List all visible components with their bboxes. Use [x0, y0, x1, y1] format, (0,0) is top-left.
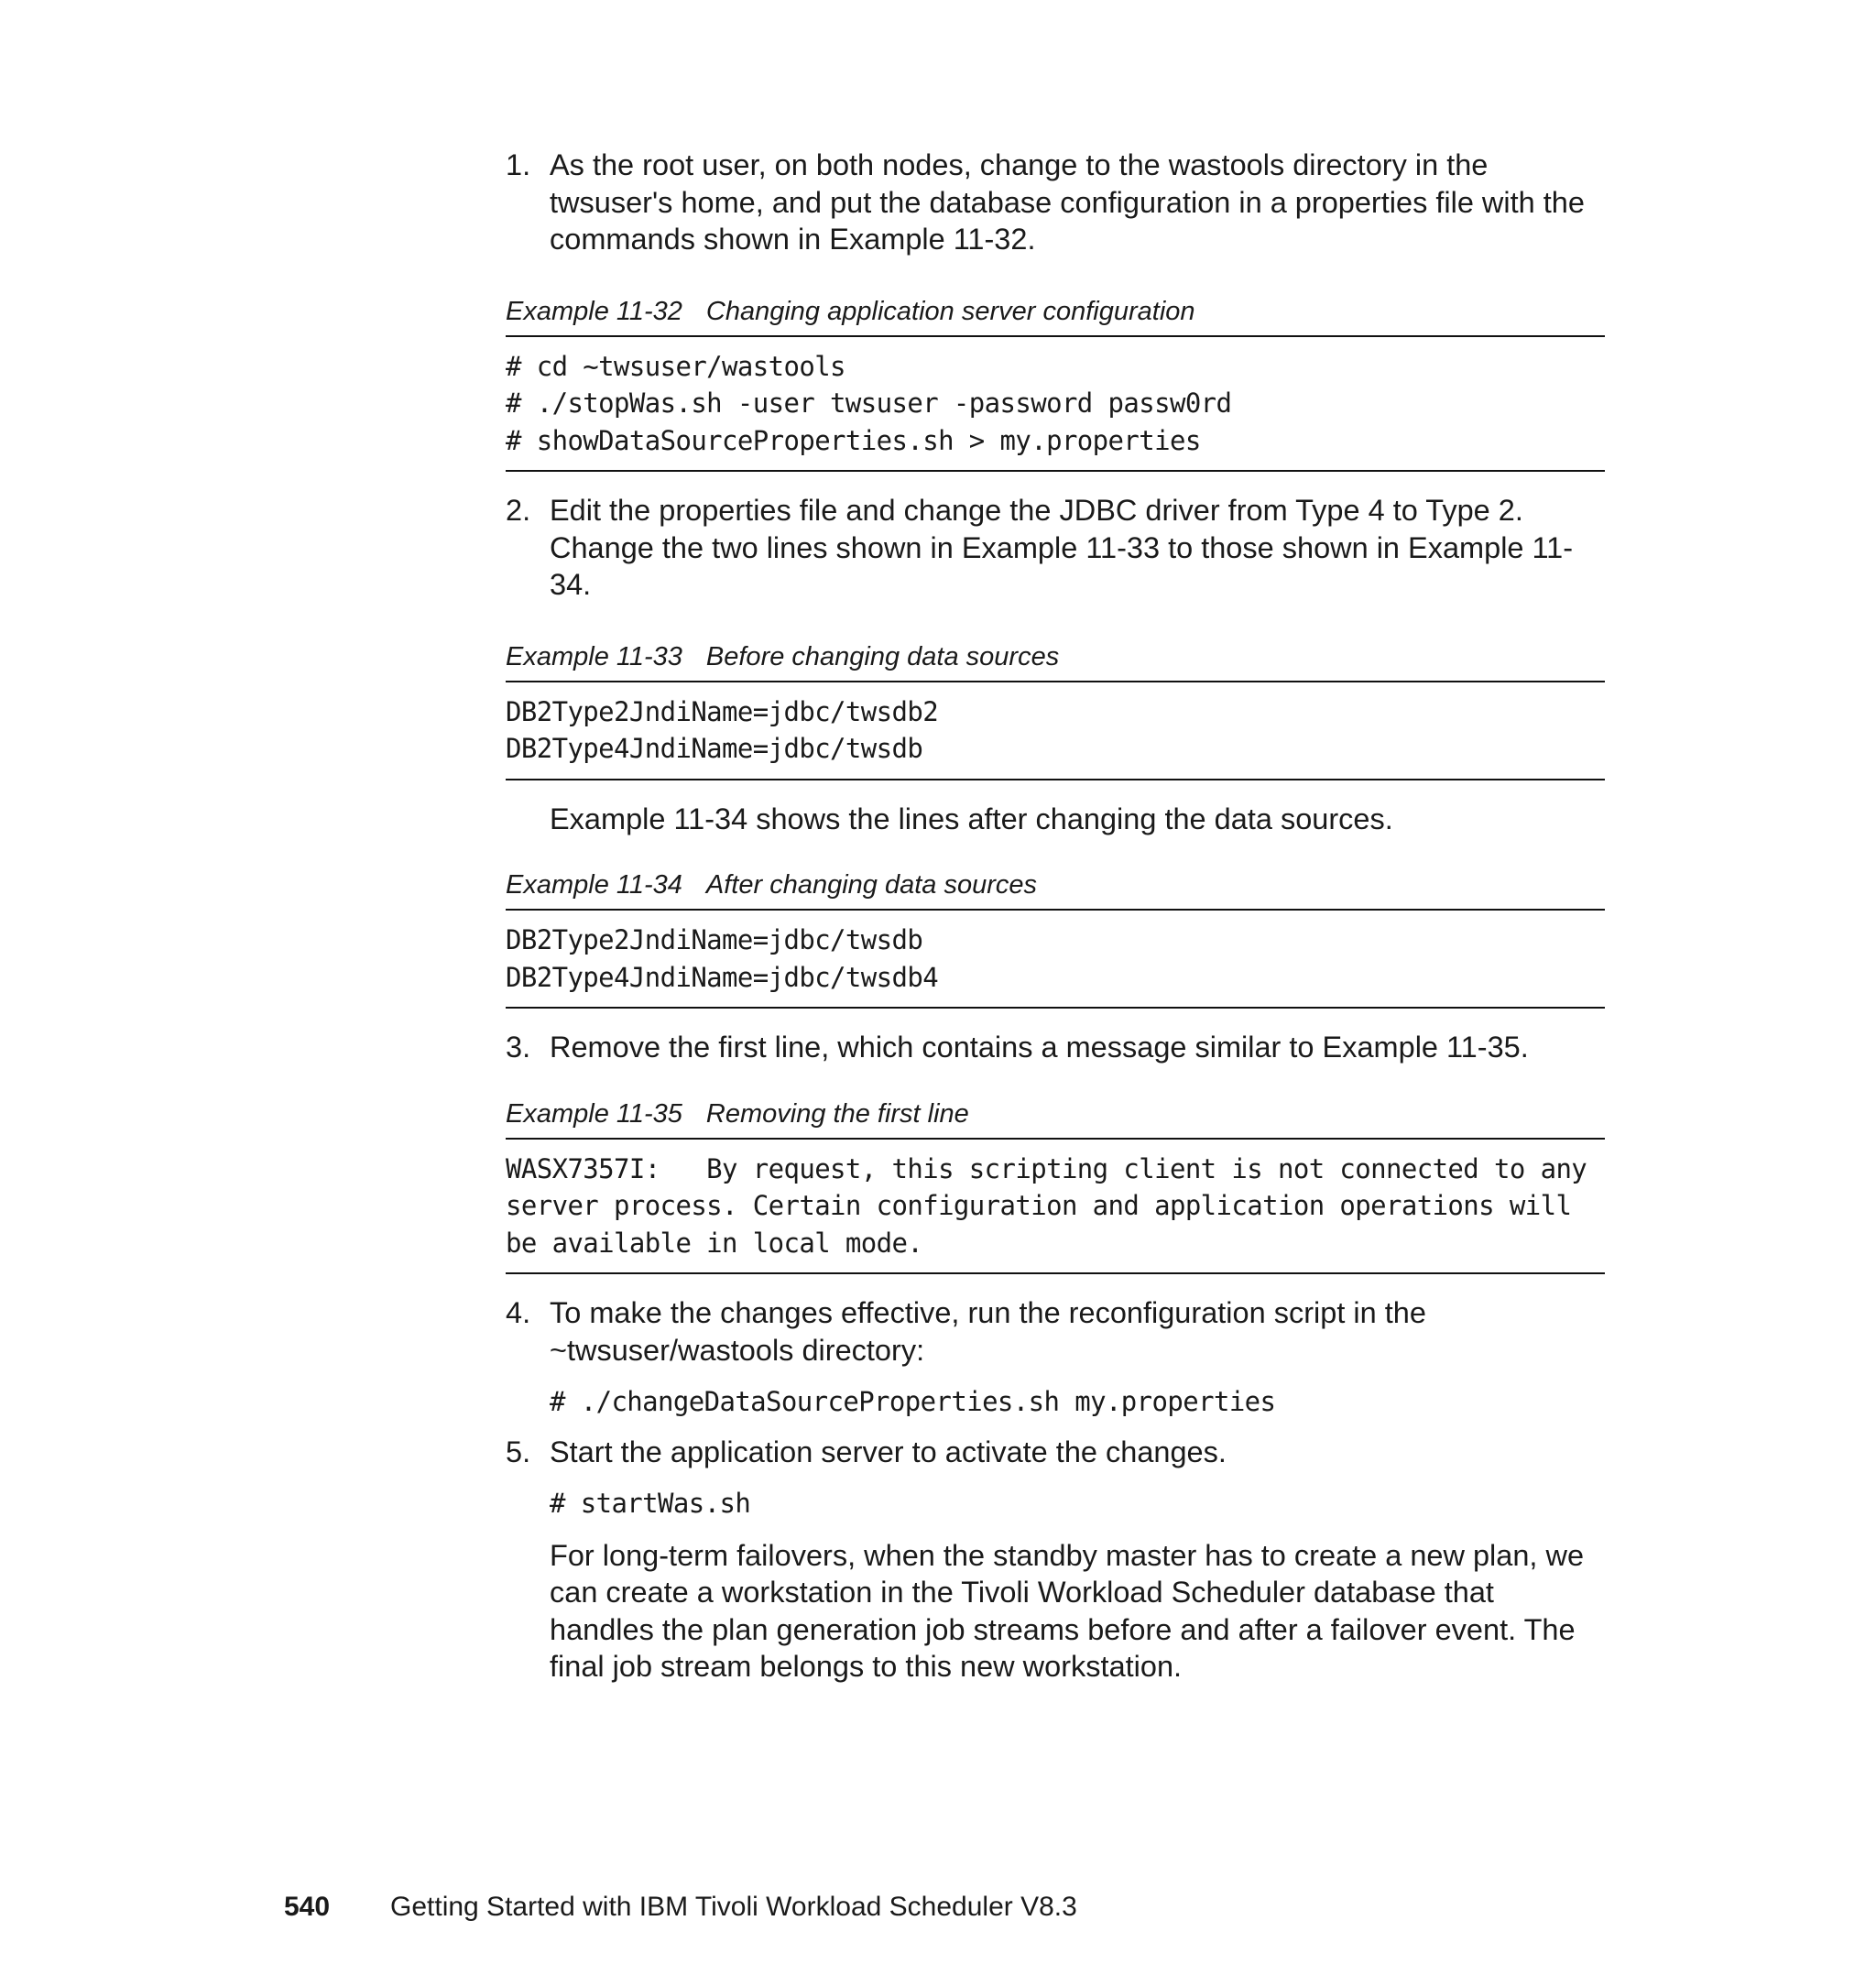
- example-11-34-code: [506, 909, 1605, 1009]
- step-2-text: Edit the properties file and change the JDBC driver from Type 4 to Type 2. Change the two lines shown in Example 11-33 to those shown in Example 11-34.: [550, 494, 1574, 601]
- step-4: [506, 1294, 1605, 1369]
- example-11-32-caption: [506, 295, 1605, 328]
- code-line: DB2Type2JndiName=jdbc/twsdb: [506, 924, 923, 955]
- step-5-text: Start the application server to activate the changes.: [550, 1435, 1227, 1468]
- code-line: DB2Type4JndiName=jdbc/twsdb4: [506, 961, 939, 993]
- code-line: DB2Type2JndiName=jdbc/twsdb2: [506, 695, 939, 727]
- example-11-35-code: [506, 1138, 1605, 1275]
- example-11-35-label: Example 11-35: [506, 1098, 682, 1129]
- code-line: be available in local mode.: [506, 1227, 923, 1259]
- page-content: [506, 147, 1605, 1686]
- book-title: Getting Started with IBM Tivoli Workload Scheduler V8.3: [390, 1892, 1077, 1922]
- step-1: [506, 147, 1605, 258]
- page-number: 540: [284, 1892, 331, 1922]
- code-line: # cd ~twsuser/wastools: [506, 350, 845, 382]
- code-line: # ./stopWas.sh -user twsuser -password passw0rd: [506, 387, 1232, 419]
- example-11-33-caption: [506, 640, 1605, 673]
- step-3-text: Remove the first line, which contains a message similar to Example 11-35.: [550, 1031, 1529, 1064]
- code-line: WASX7357I: By request, this scripting client is not connected to any: [506, 1152, 1587, 1184]
- step-5-number: 5.: [506, 1435, 531, 1468]
- example-11-34-title: After changing data sources: [705, 870, 1038, 900]
- example-11-33-code: [506, 681, 1605, 780]
- step-3: [506, 1029, 1605, 1066]
- example-11-35-title: Removing the first line: [705, 1098, 969, 1129]
- step-1-text: As the root user, on both nodes, change to the wastools directory in the twsuser's home, and put the database configuration in a properties file with the commands shown in Example 11-32.: [550, 148, 1585, 256]
- example-11-33-label: Example 11-33: [506, 641, 682, 671]
- step-2-number: 2.: [506, 494, 531, 527]
- example-11-32-code: [506, 335, 1605, 473]
- example-11-32-label: Example 11-32: [506, 296, 682, 326]
- example-11-34-caption: [506, 868, 1605, 901]
- step-3-number: 3.: [506, 1031, 531, 1064]
- step-4-command: # ./changeDataSourceProperties.sh my.properties: [550, 1386, 1276, 1417]
- step-5: [506, 1434, 1605, 1471]
- step-4-text: To make the changes effective, run the reconfiguration script in the ~twsuser/wastools directory:: [550, 1296, 1426, 1367]
- step-5-note: For long-term failovers, when the standby master has to create a new plan, we can create a workstation in the Tivoli Workload Scheduler database that handles the plan generation job streams before and after a failover event. The final job stream belongs to this new workstation.: [550, 1538, 1585, 1683]
- after-example-11-33-text: Example 11-34 shows the lines after changing the data sources.: [550, 802, 1393, 835]
- code-line: server process. Certain configuration and application operations will: [506, 1190, 1572, 1221]
- step-1-number: 1.: [506, 148, 531, 181]
- code-line: DB2Type4JndiName=jdbc/twsdb: [506, 733, 923, 764]
- step-4-number: 4.: [506, 1296, 531, 1329]
- example-11-35-caption: [506, 1097, 1605, 1130]
- code-line: # showDataSourceProperties.sh > my.properties: [506, 424, 1201, 456]
- example-11-32-title: Changing application server configuration: [705, 296, 1195, 326]
- step-2: [506, 492, 1605, 604]
- example-11-33-title: Before changing data sources: [705, 641, 1060, 671]
- page-footer: [284, 1891, 1077, 1924]
- step-5-command: # startWas.sh: [550, 1488, 751, 1519]
- example-11-34-label: Example 11-34: [506, 870, 682, 900]
